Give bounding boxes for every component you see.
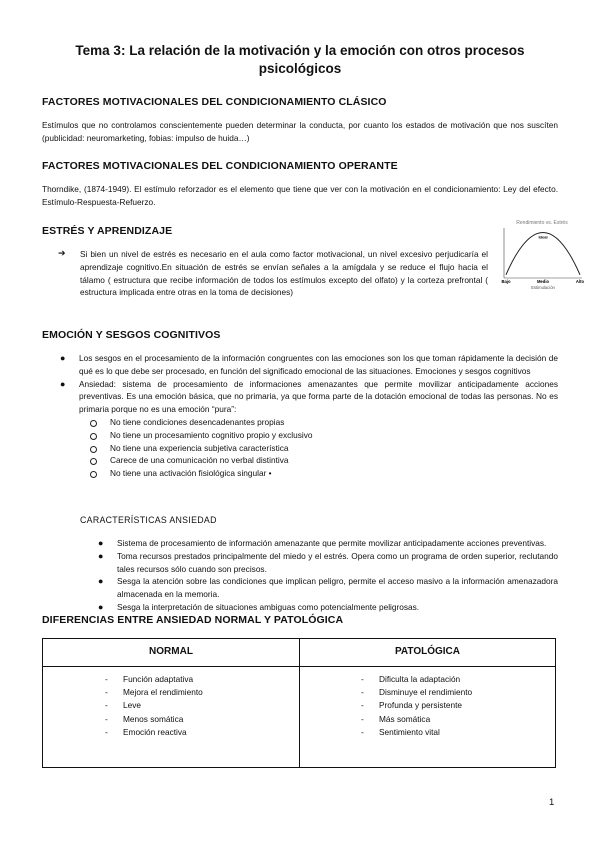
circle-bullet-icon (90, 420, 97, 427)
table-list-item (361, 713, 472, 726)
table-cell-text: Mejora el rendimiento (123, 687, 203, 698)
list-item (98, 550, 558, 576)
emocion-bullet-list (60, 352, 558, 480)
sub-list-item (90, 454, 558, 467)
table-cell-text: Menos somática (123, 713, 184, 724)
table-cell-text: Profunda y persistente (379, 700, 463, 711)
paragraph-condicionamiento-clasico: Estímulos que no controlamos conscientemente pueden determinar la conducta, por cuanto los estados de motivación que nos suscíten (publicidad: neuromarketing, fobias: impulso de huida…) (42, 120, 558, 143)
bullet-icon: ● (98, 576, 104, 587)
dash-bullet: - (105, 687, 108, 698)
circle-bullet-icon (90, 433, 97, 440)
sub-list-item (90, 442, 558, 455)
table-list-item (105, 686, 203, 699)
chart-title: Rendimiento vs. Estrés (516, 220, 568, 226)
table-list-item (361, 686, 472, 699)
arrow-list-item (60, 248, 488, 299)
bullet-icon: ● (60, 378, 66, 389)
paragraph-condicionamiento-operante: Thorndike, (1874-1949). El estímulo reforzador es el elemento que tiene que ver con la motivación en el condicionamiento: Ley del efecto. Estímulo-Respuesta-Refuerzo. (42, 184, 558, 207)
table-list-item (361, 673, 472, 686)
sub-list-item (90, 467, 558, 480)
dash-bullet: - (105, 700, 108, 711)
dash-bullet: - (361, 713, 364, 724)
bullet-icon: ● (98, 601, 104, 612)
bullet-icon: ● (98, 538, 104, 548)
arrow-list-text: Si bien un nivel de estrés es necesario en el aula como factor motivacional, un nivel excesivo perjudicaría el aprendizaje cognitivo.En situación de estrés se envían señales a la amígdala y se reduce el flujo hacia el tálamo ( estructura que recibe información de todos los estímulos excepto del olfato) y la corteza prefrontal ( estructura implicada entre otras en la toma de decisiones) (80, 249, 488, 298)
list-item-text: Ansiedad: sistema de procesamiento de informaciones amenazantes que permite movilizar anticipadamente acciones preventivas. Es una emoción básica, que no primaria, ya que forma parte de la dotación emocional de todas las personas. No es primaria porque no es una emoción “pura”: (79, 378, 558, 415)
page-title: Tema 3: La relación de la motivación y la emoción con otros procesos psicológicos (75, 43, 525, 76)
table-list-item (105, 673, 203, 686)
dash-bullet: - (105, 713, 108, 724)
table-header-normal: NORMAL (149, 646, 193, 657)
sub-list-item (90, 416, 558, 429)
heading-condicionamiento-clasico: FACTORES MOTIVACIONALES DEL CONDICIONAMIENTO CLÁSICO (42, 96, 387, 108)
heading-diferencias-ansiedad: DIFERENCIAS ENTRE ANSIEDAD NORMAL Y PATOLÓGICA (42, 614, 344, 626)
list-item-text: Sistema de procesamiento de información amenazante que permite movilizar anticipadamente acciones preventivas. (117, 538, 547, 548)
table-cell-text: Emoción reactiva (123, 726, 187, 737)
sub-list-item-text: No tiene una activación fisiológica singular • (110, 468, 272, 479)
bullet-icon: ● (60, 353, 66, 363)
table-cell-text: Más somática (379, 713, 431, 724)
heading-caracteristicas-ansiedad: CARACTERÍSTICAS ANSIEDAD (80, 515, 217, 525)
table-divider-vertical (299, 639, 300, 767)
sub-list-item-text: Carece de una comunicación no verbal distintiva (110, 455, 289, 466)
heading-emocion-sesgos: EMOCIÓN Y SESGOS COGNITIVOS (42, 329, 221, 341)
table-cell-text: Dificulta la adaptación (379, 674, 461, 684)
list-item (98, 601, 558, 614)
dash-bullet: - (361, 700, 364, 711)
ansiedad-sub-list (60, 416, 558, 480)
chart-x-label: Estimulación (531, 285, 555, 290)
stress-performance-chart (496, 216, 586, 290)
circle-bullet-icon (90, 446, 97, 453)
list-item (98, 575, 558, 601)
table-cell-text: Leve (123, 700, 141, 711)
dash-bullet: - (105, 726, 108, 737)
list-item (98, 537, 558, 550)
dash-bullet: - (361, 726, 364, 737)
sub-list-item-text: No tiene una experiencia subjetiva característica (110, 442, 289, 453)
sub-list-item-text: No tiene condiciones desencadenantes propias (110, 416, 285, 427)
chart-peak-label: Ideal (538, 234, 548, 240)
dash-bullet: - (361, 674, 364, 684)
dash-bullet: - (361, 687, 364, 698)
dash-bullet: - (105, 674, 108, 684)
chart-tick-label: Bajo (501, 279, 511, 284)
ansiedad-comparison-table (42, 638, 556, 768)
list-item-text: Los sesgos en el procesamiento de la información congruentes con las emociones son los que toman rápidamente la decisión de qué es lo que debe ser procesado, en función del significado emocional de las situaciones. Emociones y sesgos cognitivos (79, 353, 558, 376)
table-cell-text: Disminuye el rendimiento (379, 687, 473, 698)
normal-column-list (105, 673, 203, 739)
circle-bullet-icon (90, 458, 97, 465)
list-item-text: Toma recursos prestados principalmente del miedo y el estrés. Opera como un programa de orden superior, reclutando tales recursos sólo cuando son precisos. (117, 550, 558, 574)
chart-tick-label: Alto (575, 279, 585, 284)
heading-estres-aprendizaje: ESTRÉS Y APRENDIZAJE (42, 225, 173, 237)
heading-condicionamiento-operante: FACTORES MOTIVACIONALES DEL CONDICIONAMIENTO OPERANTE (42, 160, 398, 172)
table-cell-text: Función adaptativa (123, 674, 194, 684)
table-list-item (361, 726, 472, 739)
chart-tick-label: Medio (536, 279, 550, 284)
sub-list-item (90, 429, 558, 442)
table-cell-text: Sentimiento vital (379, 726, 440, 737)
list-item-text: Sesga la atención sobre las condiciones que implican peligro, permite el acceso masivo a la información amenazadora almacenada en la memoria. (117, 576, 558, 600)
list-item (60, 378, 558, 416)
caracteristicas-bullet-list (98, 537, 558, 614)
table-list-item (105, 699, 203, 712)
list-item (60, 352, 558, 378)
circle-bullet-icon (90, 471, 97, 478)
page-number: 1 (549, 797, 555, 808)
table-divider-horizontal (43, 666, 555, 667)
list-item-text: Sesga la interpretación de situaciones ambiguas como potencialmente peligrosas. (117, 601, 420, 612)
bullet-icon: ● (98, 550, 104, 561)
sub-list-item-text: No tiene un procesamiento cognitivo propio y exclusivo (110, 429, 313, 440)
table-list-item (361, 699, 472, 712)
table-list-item (105, 713, 203, 726)
patologica-column-list (361, 673, 472, 739)
arrow-right-icon: ➔ (58, 248, 66, 258)
table-header-patologica: PATOLÓGICA (395, 646, 460, 657)
table-list-item (105, 726, 203, 739)
